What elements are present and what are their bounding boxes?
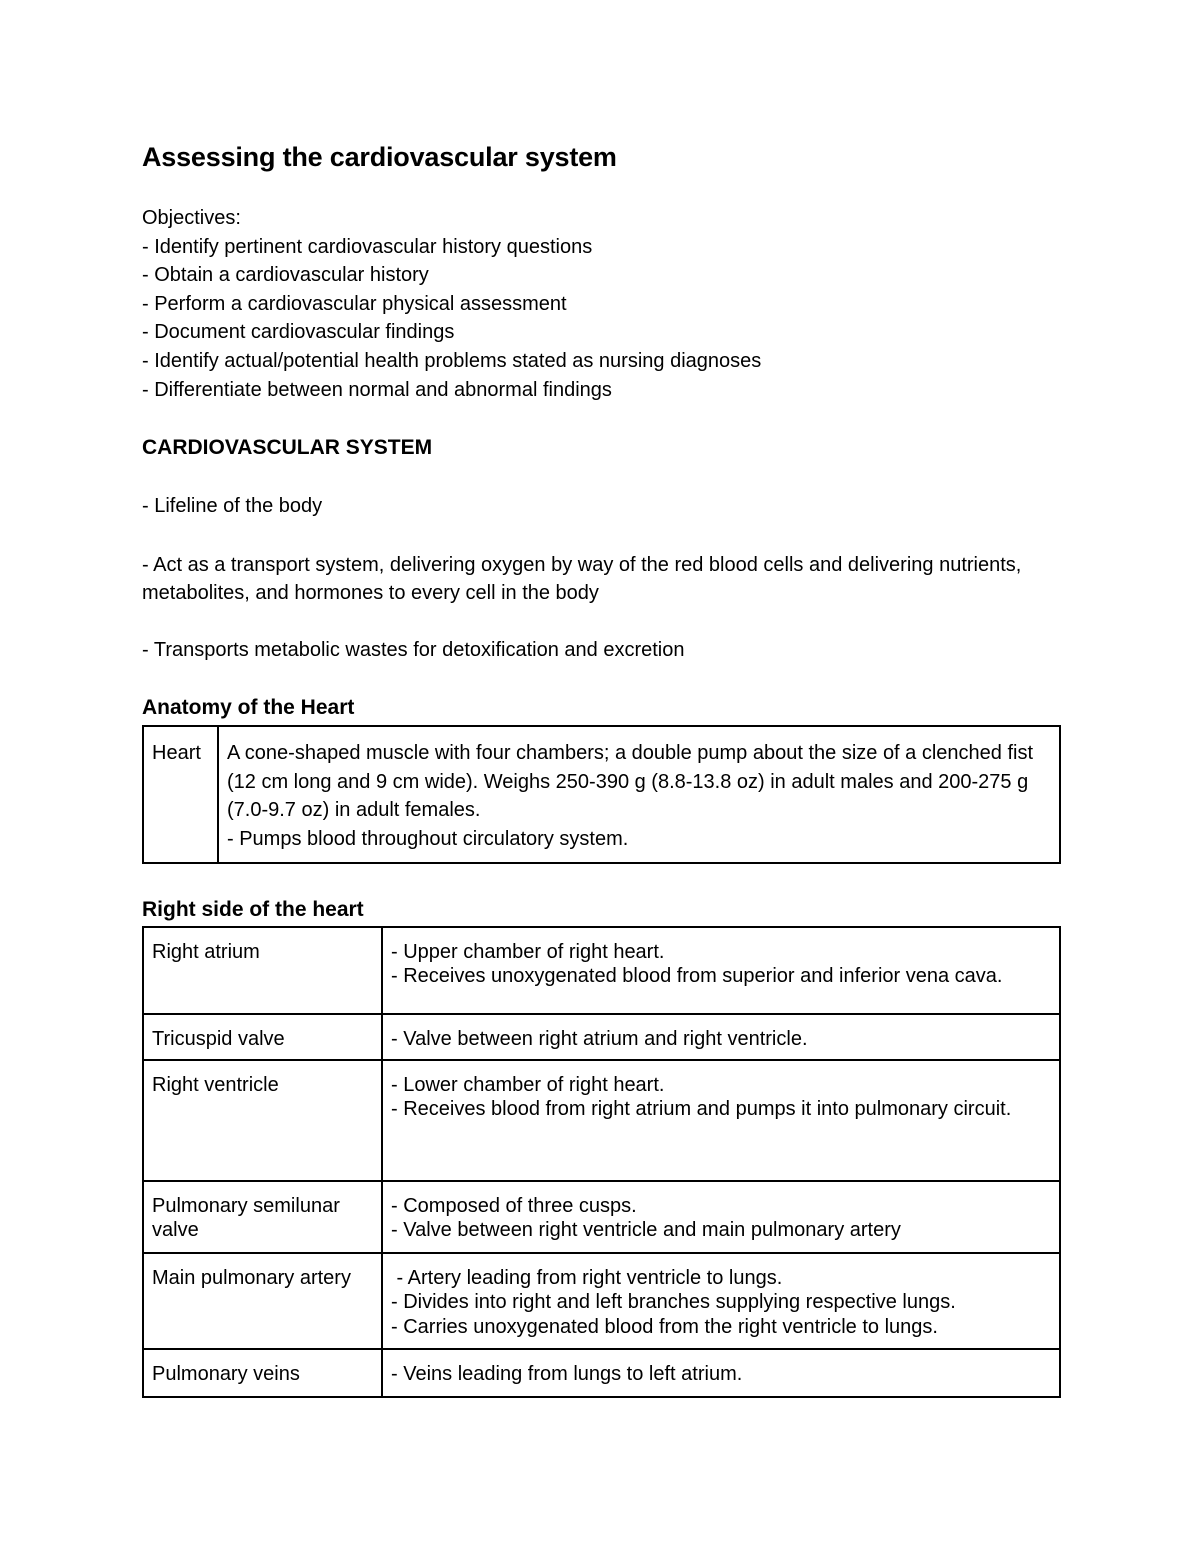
table-row	[143, 1181, 1060, 1253]
table-description-cell	[382, 1349, 1060, 1397]
description-line: - Artery leading from right ventricle to lungs.	[391, 1266, 783, 1289]
cardiovascular-system-heading: CARDIOVASCULAR SYSTEM	[142, 436, 433, 460]
table-description-cell	[382, 1181, 1060, 1253]
table-description-cell	[382, 1014, 1060, 1060]
table-label-cell: Pulmonary semilunar valve	[143, 1181, 382, 1253]
table-row	[143, 726, 1060, 862]
description-line: - Valve between right atrium and right ventricle.	[391, 1027, 808, 1050]
table-label-cell: Tricuspid valve	[143, 1014, 382, 1060]
table-row	[143, 927, 1060, 1014]
cardiovascular-point: - Transports metabolic wastes for detoxification and excretion	[142, 638, 685, 661]
description-line: - Divides into right and left branches supplying respective lungs.	[391, 1291, 956, 1314]
table-row	[143, 1349, 1060, 1397]
table-description-cell	[382, 1060, 1060, 1181]
description-line: - Lower chamber of right heart.	[391, 1073, 665, 1096]
table-label-cell: Heart	[143, 726, 218, 862]
table-row	[143, 1014, 1060, 1060]
anatomy-heading: Anatomy of the Heart	[142, 696, 355, 720]
objectives-label: Objectives:	[142, 207, 241, 229]
table-description-cell	[218, 726, 1060, 862]
objective-item: - Obtain a cardiovascular history	[142, 264, 429, 287]
objectives-section	[142, 204, 1062, 404]
description-line: - Carries unoxygenated blood from the right ventricle to lungs.	[391, 1315, 938, 1338]
description-line: - Upper chamber of right heart.	[391, 940, 665, 963]
objective-item: - Document cardiovascular findings	[142, 321, 455, 344]
description-line: - Receives unoxygenated blood from superior and inferior vena cava.	[391, 965, 1003, 988]
table-label-cell: Right atrium	[143, 927, 382, 1014]
heart-description: A cone-shaped muscle with four chambers; a double pump about the size of a clenched fist (12 cm long and 9 cm wide). Weighs 250-390 g (8.8-13.8 oz) in adult males and 200-275 g (7.0-9.7 oz) in adult females.	[227, 742, 1034, 822]
table-label-cell: Main pulmonary artery	[143, 1253, 382, 1349]
document-title: Assessing the cardiovascular system	[142, 142, 617, 172]
description-line: - Receives blood from right atrium and pumps it into pulmonary circuit.	[391, 1098, 1012, 1121]
description-line: - Veins leading from lungs to left atrium.	[391, 1362, 743, 1385]
objective-item: - Differentiate between normal and abnormal findings	[142, 378, 612, 401]
table-description-cell	[382, 1253, 1060, 1349]
cardiovascular-point: - Lifeline of the body	[142, 495, 323, 518]
cardiovascular-point: - Act as a transport system, delivering oxygen by way of the red blood cells and delivering nutrients, metabolites, and hormones to every cell in the body	[142, 553, 1022, 605]
description-line: - Composed of three cusps.	[391, 1194, 637, 1217]
objective-item: - Perform a cardiovascular physical assessment	[142, 292, 567, 315]
heart-description-extra: - Pumps blood throughout circulatory system.	[227, 827, 629, 850]
right-side-table	[142, 926, 1061, 1398]
anatomy-table	[142, 725, 1061, 863]
description-line: - Valve between right ventricle and main pulmonary artery	[391, 1219, 901, 1242]
table-label-cell: Right ventricle	[143, 1060, 382, 1181]
right-side-heading: Right side of the heart	[142, 897, 364, 921]
table-row	[143, 1060, 1060, 1181]
objective-item: - Identify actual/potential health problems stated as nursing diagnoses	[142, 349, 762, 372]
objective-item: - Identify pertinent cardiovascular history questions	[142, 235, 593, 258]
table-row	[143, 1253, 1060, 1349]
table-label-cell: Pulmonary veins	[143, 1349, 382, 1397]
document-page	[142, 140, 1062, 1398]
table-description-cell	[382, 927, 1060, 1014]
